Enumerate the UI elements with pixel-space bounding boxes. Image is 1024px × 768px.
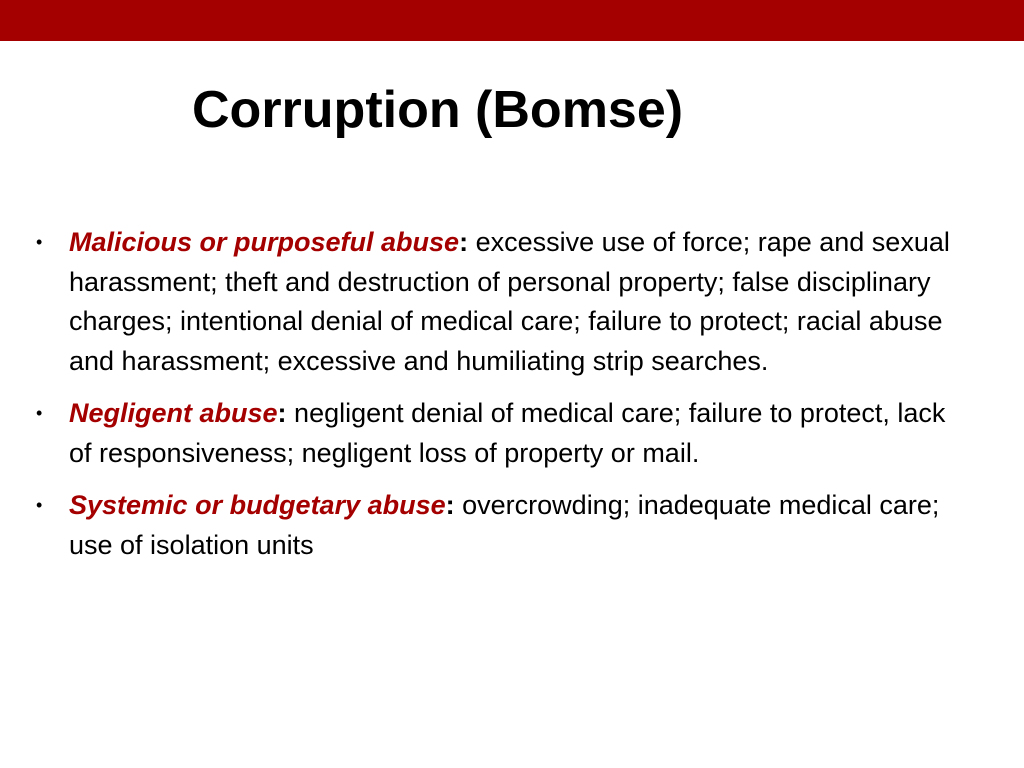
bullet-systemic-abuse [36, 486, 956, 565]
bullet-negligent-abuse [36, 394, 956, 473]
bullet-text: negligent denial of medical care; failure to protect, lack of responsiveness; negligent loss of property or mail. [69, 398, 946, 468]
bullet-separator: : [445, 490, 455, 520]
slide-title: Corruption (Bomse) [192, 81, 684, 139]
bullet-text: overcrowding; inadequate medical care; use of isolation units [69, 490, 940, 560]
bullet-marker: • [36, 232, 43, 252]
bullet-malicious-abuse [36, 223, 956, 381]
bullet-separator: : [459, 227, 469, 257]
bullet-text: excessive use of force; rape and sexual harassment; theft and destruction of personal property; false disciplinary charges; intentional denial of medical care; failure to protect; racial abuse and harassment; excessive and humiliating strip searches. [69, 227, 950, 376]
bullet-marker: • [36, 403, 43, 423]
bullet-marker: • [36, 495, 43, 515]
top-accent-bar [0, 0, 1024, 41]
bullet-term: Malicious or purposeful abuse [69, 227, 460, 257]
bullet-term: Systemic or budgetary abuse [69, 490, 446, 520]
bullet-term: Negligent abuse [69, 398, 278, 428]
bullet-separator: : [277, 398, 287, 428]
bullet-list [36, 223, 956, 578]
